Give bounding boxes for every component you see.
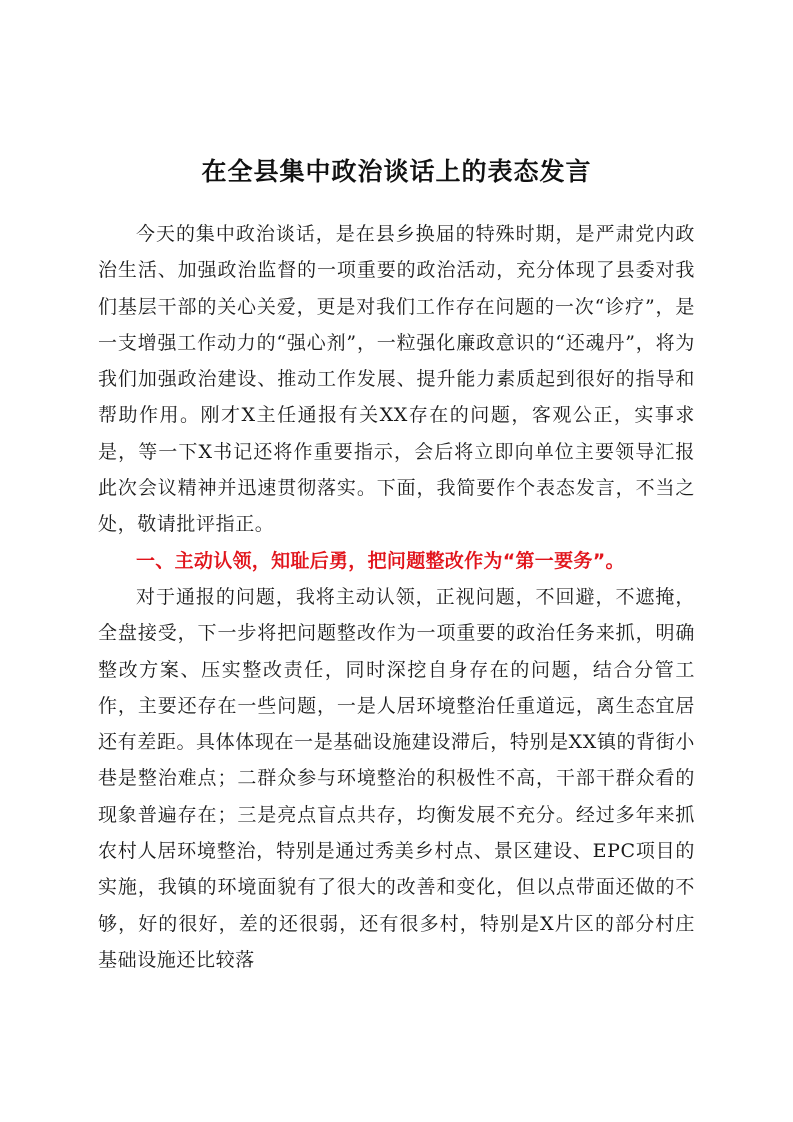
document-title: 在全县集中政治谈话上的表态发言: [201, 157, 592, 186]
paragraph-intro: 今天的集中政治谈话，是在县乡换届的特殊时期，是严肃党内政治生活、加强政治监督的一项重要的政治活动，充分体现了县委对我们基层干部的关心关爱，更是对我们工作存在问题的一次“诊疗”，是一支增强工作动力的“强心剂”，一粒强化廉政意识的“还魂丹”，将为我们加强政治建设、推动工作发展、提升能力素质起到很好的指导和帮助作用。刚才X主任通报有关XX存在的问题，客观公正，实事求是，等一下X书记还将作重要指示，会后将立即向单位主要领导汇报此次会议精神并迅速贯彻落实。下面，我简要作个表态发言，不当之处，敬请批评指正。: [98, 223, 695, 536]
paragraph-section-1: 对于通报的问题，我将主动认领，正视问题，不回避，不遮掩，全盘接受，下一步将把问题整改作为一项重要的政治任务来抓，明确整改方案、压实整改责任，同时深挖自身存在的问题，结合分管工作，主要还存在一些问题，一是人居环境整治任重道远，离生态宜居还有差距。具体体现在一是基础设施建设滞后，特别是XX镇的背街小巷是整治难点；二群众参与环境整治的积极性不高，干部干群众看的现象普遍存在；三是亮点盲点共存，均衡发展不充分。经过多年来抓农村人居环境整治，特别是通过秀美乡村点、景区建设、EPC项目的实施，我镇的环境面貌有了很大的改善和变化，但以点带面还做的不够，好的很好，差的还很弱，还有很多村，特别是X片区的部分村庄基础设施还比较落: [98, 585, 695, 971]
document-body: [98, 216, 695, 978]
section-heading-1: 一、主动认领，知耻后勇，把问题整改作为“第一要务”。: [136, 549, 625, 572]
document-content: [98, 150, 695, 978]
